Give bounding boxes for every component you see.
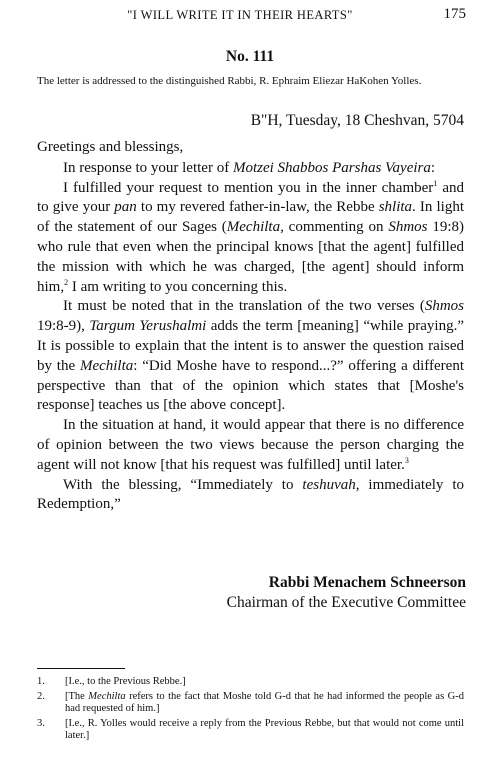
italic-run: Targum Yerushalmi [89,318,207,335]
text-run: With the blessing, “Immediately to [63,476,303,493]
text-run: In response to your letter of [63,159,233,176]
text-run: I fulfilled your request to mention you in the inner chamber [63,179,434,196]
italic-run: Mechilta, [226,219,284,236]
letter-intro: The letter is addressed to the distinguished Rabbi, R. Ephraim Eliezar HaKohen Yolles. [37,75,422,87]
italic-run: teshuvah [302,476,356,493]
paragraph-4 [37,416,464,475]
running-title: "I WILL WRITE IT IN THEIR HEARTS" [127,8,353,22]
text-run: I am writing to you concerning this. [68,278,288,295]
footnote-number: 1. [37,676,45,687]
italic-run: Shmos [388,219,428,236]
footnote-ref-3[interactable]: 3 [404,455,409,465]
dateline: B"H, Tuesday, 18 Cheshvan, 5704 [250,112,464,129]
paragraph-2 [37,179,464,298]
footnote-1 [37,676,464,689]
page-number: 175 [443,6,466,22]
footnotes [37,676,464,745]
text-run: 19:8-9), [37,318,90,335]
letter-body [37,138,464,515]
text-run: to my revered father-in-law, the Rebbe [136,199,379,216]
italic-run: Mechilta [79,357,134,374]
paragraph-5 [37,476,464,516]
text-run: and to give your [37,179,464,216]
greeting: Greetings and blessings, [37,139,184,155]
text-run: : [430,159,436,176]
signatory-title: Chairman of the Executive Committee [226,594,466,611]
paragraph-3 [37,297,464,416]
text-run: . In light of the statement of our Sages ( [37,199,464,236]
text-run: [I.e., R. Yolles would receive a reply from the Previous Rebbe, but that would not come until later.] [65,717,464,741]
signature-block [227,573,466,613]
text-run: : “Did Moshe have to respond...?” offering a different perspective than that of the opinion which states that [Moshe's response] teaches us [the above concept]. [37,357,465,414]
letter-number: No. 111 [225,48,275,65]
italic-run: pan [114,199,137,216]
footnote-text [65,676,464,689]
text-run: commenting on [283,219,389,236]
text-run: adds the term [meaning] “while praying.” It is possible to explain that the intent is to answer the question raised by the [37,318,464,374]
footnote-number: 3. [37,717,45,729]
italic-run: shlita [378,199,413,216]
text-run: , immediately to Redemption,” [37,476,465,513]
footnote-ref-2[interactable]: 2 [64,277,69,287]
text-run: 19:8) who rule that even when the principal knows [that the agent] fulfilled the mission with which he was charged, [the agent] should inform him, [37,219,464,295]
italic-run: Motzei Shabbos Parshas Vayeira [232,159,431,176]
footnote-number: 2. [37,690,45,702]
text-run: refers to the fact that Moshe told G-d that he had informed the people as G-d had requested of him.] [65,690,464,714]
italic-run: Mechilta [88,690,126,702]
text-run: [I.e., to the Previous Rebbe.] [65,676,186,687]
footnote-text [65,718,464,743]
footnote-3 [37,718,464,743]
footnote-ref-1[interactable]: 1 [433,178,438,188]
footnote-divider [37,668,125,669]
footnote-2 [37,691,464,716]
paragraph-1 [37,159,464,179]
text-run: It must be noted that in the translation of the two verses ( [63,298,425,315]
signatory-name: Rabbi Menachem Schneerson [268,574,466,591]
text-run: [The [65,690,89,702]
italic-run: Shmos [424,298,464,315]
text-run: In the situation at hand, it would appear that there is no difference of opinion between the two views because the person charging the agent will not know [that his request was fulfilled] until later. [37,417,464,473]
footnote-text [65,691,464,716]
